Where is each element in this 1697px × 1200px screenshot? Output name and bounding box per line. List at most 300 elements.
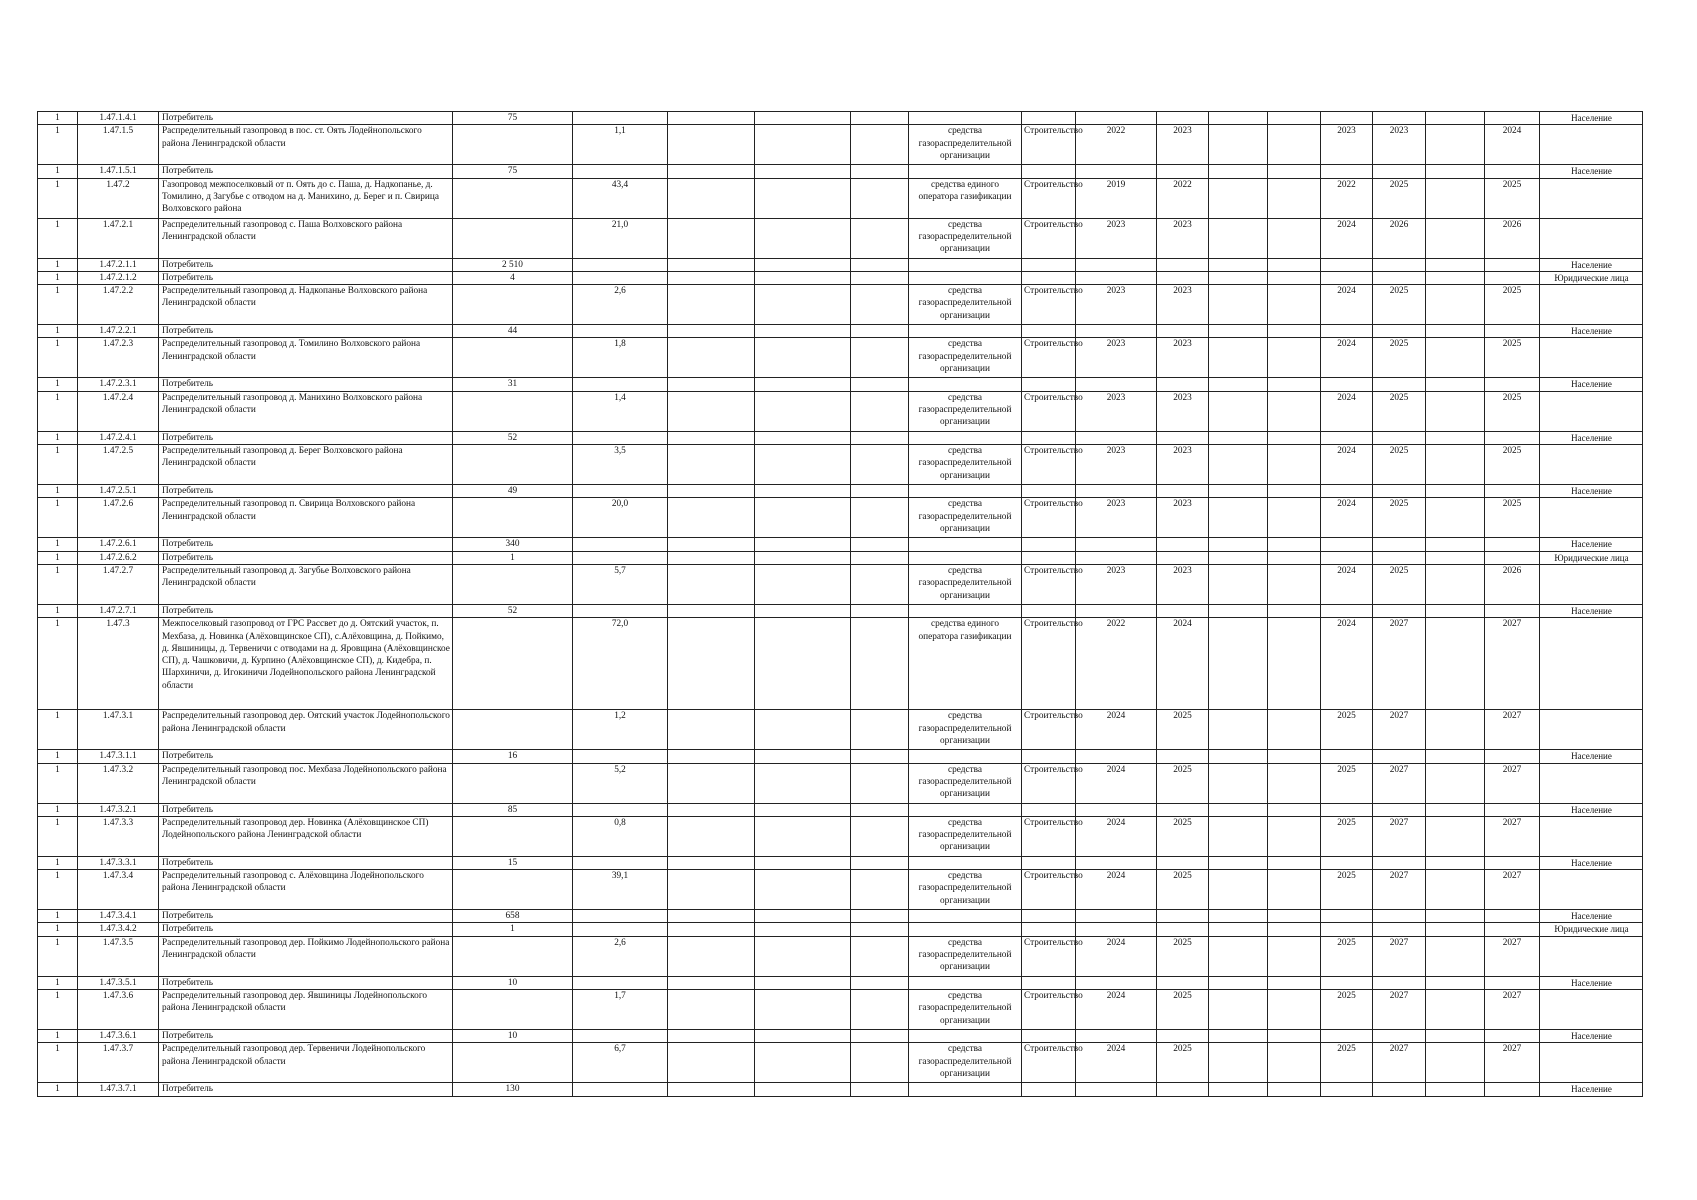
empty-cell xyxy=(1268,856,1321,869)
section-number-cell: 1 xyxy=(38,803,78,816)
commissioning-year-cell: 2025 xyxy=(1485,498,1540,538)
empty-cell xyxy=(851,816,909,856)
commissioning-year-cell: 2026 xyxy=(1485,564,1540,604)
consumer-row xyxy=(38,803,1643,816)
item-code-cell: 1.47.2.4 xyxy=(78,391,159,431)
item-code-cell: 1.47.2.3.1 xyxy=(78,378,159,391)
item-code-cell: 1.47.2 xyxy=(78,178,159,218)
object-name-cell: Потребитель xyxy=(159,604,453,617)
design-end-year-cell xyxy=(1157,1030,1209,1043)
length-km-cell: 5,7 xyxy=(573,564,668,604)
construction-start-year-cell: 2024 xyxy=(1321,564,1373,604)
consumer-count-cell xyxy=(453,178,573,218)
work-type-cell: Строительство xyxy=(1022,391,1076,431)
consumer-count-cell: 4 xyxy=(453,271,573,284)
construction-start-year-cell xyxy=(1321,750,1373,763)
empty-cell xyxy=(668,763,755,803)
item-code-cell: 1.47.1.4.1 xyxy=(78,112,159,125)
funding-source-cell xyxy=(909,271,1022,284)
item-code-cell: 1.47.3.1.1 xyxy=(78,750,159,763)
funding-source-cell xyxy=(909,431,1022,444)
empty-cell xyxy=(1209,710,1268,750)
work-type-cell: Строительство xyxy=(1022,870,1076,910)
consumer-row xyxy=(38,325,1643,338)
empty-cell xyxy=(755,936,851,976)
length-km-cell xyxy=(573,910,668,923)
empty-cell xyxy=(1426,391,1485,431)
empty-cell xyxy=(755,564,851,604)
empty-cell xyxy=(1209,485,1268,498)
section-number-cell: 1 xyxy=(38,910,78,923)
consumer-count-cell xyxy=(453,1043,573,1083)
empty-cell xyxy=(755,165,851,178)
construction-end-year-cell: 2027 xyxy=(1373,870,1426,910)
item-code-cell: 1.47.3.6.1 xyxy=(78,1030,159,1043)
construction-start-year-cell xyxy=(1321,1083,1373,1096)
consumer-row xyxy=(38,923,1643,936)
consumer-count-cell: 49 xyxy=(453,485,573,498)
object-name-cell: Потребитель xyxy=(159,1083,453,1096)
empty-cell xyxy=(668,538,755,551)
construction-start-year-cell: 2025 xyxy=(1321,763,1373,803)
empty-cell xyxy=(1268,750,1321,763)
consumer-row xyxy=(38,1030,1643,1043)
design-start-year-cell xyxy=(1076,112,1157,125)
length-km-cell: 43,4 xyxy=(573,178,668,218)
design-start-year-cell xyxy=(1076,271,1157,284)
work-type-cell: Строительство xyxy=(1022,178,1076,218)
gas-pipeline-program-table xyxy=(37,111,1643,1097)
design-start-year-cell: 2024 xyxy=(1076,990,1157,1030)
empty-cell xyxy=(1209,870,1268,910)
construction-start-year-cell xyxy=(1321,538,1373,551)
section-number-cell: 1 xyxy=(38,990,78,1030)
work-type-cell xyxy=(1022,485,1076,498)
consumer-category-cell: Население xyxy=(1540,604,1643,617)
item-code-cell: 1.47.2.6.1 xyxy=(78,538,159,551)
construction-end-year-cell xyxy=(1373,325,1426,338)
length-km-cell xyxy=(573,976,668,989)
construction-end-year-cell xyxy=(1373,604,1426,617)
empty-cell xyxy=(668,218,755,258)
empty-cell xyxy=(1268,1043,1321,1083)
empty-cell xyxy=(1209,112,1268,125)
design-start-year-cell xyxy=(1076,750,1157,763)
commissioning-year-cell: 2027 xyxy=(1485,618,1540,710)
consumer-count-cell: 16 xyxy=(453,750,573,763)
empty-cell xyxy=(755,1043,851,1083)
object-row xyxy=(38,1043,1643,1083)
object-name-cell: Распределительный газопровод пос. Мехбаза Лодейнопольского района Ленинградской области xyxy=(159,763,453,803)
empty-cell xyxy=(851,178,909,218)
length-km-cell: 1,4 xyxy=(573,391,668,431)
construction-end-year-cell xyxy=(1373,112,1426,125)
object-name-cell: Потребитель xyxy=(159,856,453,869)
work-type-cell: Строительство xyxy=(1022,990,1076,1030)
empty-cell xyxy=(755,445,851,485)
design-end-year-cell: 2023 xyxy=(1157,498,1209,538)
empty-cell xyxy=(851,763,909,803)
consumer-category-cell: Население xyxy=(1540,910,1643,923)
empty-cell xyxy=(1209,976,1268,989)
funding-source-cell: средства газораспределительной организации xyxy=(909,285,1022,325)
empty-cell xyxy=(1268,271,1321,284)
length-km-cell: 2,6 xyxy=(573,936,668,976)
design-start-year-cell: 2024 xyxy=(1076,1043,1157,1083)
commissioning-year-cell xyxy=(1485,538,1540,551)
design-start-year-cell: 2024 xyxy=(1076,870,1157,910)
funding-source-cell xyxy=(909,976,1022,989)
consumer-category-cell: Юридические лица xyxy=(1540,271,1643,284)
consumer-category-cell xyxy=(1540,936,1643,976)
object-name-cell: Потребитель xyxy=(159,431,453,444)
design-end-year-cell: 2023 xyxy=(1157,391,1209,431)
commissioning-year-cell: 2026 xyxy=(1485,218,1540,258)
consumer-category-cell: Население xyxy=(1540,856,1643,869)
item-code-cell: 1.47.3.1 xyxy=(78,710,159,750)
consumer-count-cell xyxy=(453,391,573,431)
construction-start-year-cell: 2024 xyxy=(1321,618,1373,710)
construction-end-year-cell xyxy=(1373,485,1426,498)
section-number-cell: 1 xyxy=(38,816,78,856)
design-start-year-cell: 2023 xyxy=(1076,391,1157,431)
empty-cell xyxy=(1426,710,1485,750)
commissioning-year-cell xyxy=(1485,910,1540,923)
consumer-row xyxy=(38,271,1643,284)
design-end-year-cell xyxy=(1157,923,1209,936)
empty-cell xyxy=(1268,218,1321,258)
construction-start-year-cell xyxy=(1321,431,1373,444)
design-start-year-cell xyxy=(1076,431,1157,444)
funding-source-cell: средства газораспределительной организации xyxy=(909,125,1022,165)
consumer-category-cell xyxy=(1540,125,1643,165)
consumer-count-cell xyxy=(453,218,573,258)
empty-cell xyxy=(851,258,909,271)
empty-cell xyxy=(755,618,851,710)
object-name-cell: Распределительный газопровод в пос. ст. Оять Лодейнопольского района Ленинградской области xyxy=(159,125,453,165)
item-code-cell: 1.47.1.5.1 xyxy=(78,165,159,178)
empty-cell xyxy=(851,538,909,551)
empty-cell xyxy=(1209,165,1268,178)
empty-cell xyxy=(851,112,909,125)
funding-source-cell: средства газораспределительной организации xyxy=(909,936,1022,976)
empty-cell xyxy=(851,910,909,923)
design-start-year-cell: 2019 xyxy=(1076,178,1157,218)
empty-cell xyxy=(1209,1083,1268,1096)
object-name-cell: Потребитель xyxy=(159,485,453,498)
work-type-cell xyxy=(1022,910,1076,923)
consumer-category-cell: Население xyxy=(1540,378,1643,391)
item-code-cell: 1.47.3 xyxy=(78,618,159,710)
design-end-year-cell: 2025 xyxy=(1157,763,1209,803)
empty-cell xyxy=(755,870,851,910)
consumer-row xyxy=(38,165,1643,178)
empty-cell xyxy=(1268,990,1321,1030)
construction-end-year-cell: 2025 xyxy=(1373,498,1426,538)
consumer-count-cell: 658 xyxy=(453,910,573,923)
funding-source-cell xyxy=(909,604,1022,617)
empty-cell xyxy=(1209,338,1268,378)
consumer-category-cell: Население xyxy=(1540,803,1643,816)
object-name-cell: Потребитель xyxy=(159,976,453,989)
empty-cell xyxy=(851,485,909,498)
construction-end-year-cell: 2027 xyxy=(1373,710,1426,750)
empty-cell xyxy=(851,936,909,976)
consumer-count-cell: 1 xyxy=(453,551,573,564)
funding-source-cell: средства газораспределительной организации xyxy=(909,710,1022,750)
commissioning-year-cell: 2027 xyxy=(1485,870,1540,910)
object-row xyxy=(38,218,1643,258)
length-km-cell: 1,2 xyxy=(573,710,668,750)
empty-cell xyxy=(1426,325,1485,338)
consumer-count-cell xyxy=(453,816,573,856)
consumer-category-cell xyxy=(1540,990,1643,1030)
commissioning-year-cell xyxy=(1485,378,1540,391)
length-km-cell: 21,0 xyxy=(573,218,668,258)
empty-cell xyxy=(1426,1083,1485,1096)
item-code-cell: 1.47.3.2 xyxy=(78,763,159,803)
consumer-count-cell xyxy=(453,618,573,710)
empty-cell xyxy=(1209,1030,1268,1043)
design-start-year-cell xyxy=(1076,1030,1157,1043)
object-row xyxy=(38,445,1643,485)
design-end-year-cell: 2022 xyxy=(1157,178,1209,218)
funding-source-cell: средства газораспределительной организации xyxy=(909,391,1022,431)
section-number-cell: 1 xyxy=(38,391,78,431)
funding-source-cell xyxy=(909,551,1022,564)
object-row xyxy=(38,936,1643,976)
construction-start-year-cell: 2024 xyxy=(1321,391,1373,431)
empty-cell xyxy=(755,803,851,816)
construction-end-year-cell xyxy=(1373,856,1426,869)
construction-start-year-cell: 2025 xyxy=(1321,936,1373,976)
item-code-cell: 1.47.3.3.1 xyxy=(78,856,159,869)
object-name-cell: Потребитель xyxy=(159,258,453,271)
consumer-row xyxy=(38,485,1643,498)
empty-cell xyxy=(755,990,851,1030)
empty-cell xyxy=(755,538,851,551)
empty-cell xyxy=(755,816,851,856)
empty-cell xyxy=(1209,1043,1268,1083)
commissioning-year-cell xyxy=(1485,976,1540,989)
consumer-count-cell: 52 xyxy=(453,431,573,444)
design-start-year-cell xyxy=(1076,325,1157,338)
section-number-cell: 1 xyxy=(38,338,78,378)
construction-start-year-cell: 2024 xyxy=(1321,498,1373,538)
design-end-year-cell xyxy=(1157,112,1209,125)
length-km-cell xyxy=(573,378,668,391)
object-name-cell: Потребитель xyxy=(159,271,453,284)
design-end-year-cell: 2025 xyxy=(1157,870,1209,910)
design-start-year-cell: 2024 xyxy=(1076,763,1157,803)
empty-cell xyxy=(1426,285,1485,325)
section-number-cell: 1 xyxy=(38,271,78,284)
object-name-cell: Распределительный газопровод д. Манихино Волховского района Ленинградской области xyxy=(159,391,453,431)
funding-source-cell xyxy=(909,378,1022,391)
work-type-cell xyxy=(1022,923,1076,936)
empty-cell xyxy=(668,1043,755,1083)
length-km-cell xyxy=(573,856,668,869)
commissioning-year-cell xyxy=(1485,485,1540,498)
funding-source-cell: средства газораспределительной организации xyxy=(909,763,1022,803)
section-number-cell: 1 xyxy=(38,431,78,444)
consumer-category-cell: Население xyxy=(1540,165,1643,178)
empty-cell xyxy=(755,178,851,218)
consumer-row xyxy=(38,910,1643,923)
funding-source-cell xyxy=(909,1030,1022,1043)
funding-source-cell: средства газораспределительной организации xyxy=(909,338,1022,378)
empty-cell xyxy=(1268,165,1321,178)
empty-cell xyxy=(668,1083,755,1096)
empty-cell xyxy=(1426,218,1485,258)
funding-source-cell xyxy=(909,112,1022,125)
section-number-cell: 1 xyxy=(38,498,78,538)
design-end-year-cell: 2023 xyxy=(1157,564,1209,604)
commissioning-year-cell: 2024 xyxy=(1485,125,1540,165)
length-km-cell xyxy=(573,271,668,284)
funding-source-cell: средства газораспределительной организации xyxy=(909,445,1022,485)
empty-cell xyxy=(668,498,755,538)
construction-start-year-cell: 2024 xyxy=(1321,445,1373,485)
empty-cell xyxy=(1268,258,1321,271)
section-number-cell: 1 xyxy=(38,218,78,258)
design-end-year-cell xyxy=(1157,604,1209,617)
consumer-category-cell xyxy=(1540,710,1643,750)
section-number-cell: 1 xyxy=(38,178,78,218)
empty-cell xyxy=(851,391,909,431)
empty-cell xyxy=(668,856,755,869)
object-name-cell: Распределительный газопровод дер. Оятский участок Лодейнопольского района Ленинградской области xyxy=(159,710,453,750)
empty-cell xyxy=(668,391,755,431)
item-code-cell: 1.47.2.1.1 xyxy=(78,258,159,271)
work-type-cell: Строительство xyxy=(1022,125,1076,165)
consumer-category-cell: Население xyxy=(1540,485,1643,498)
empty-cell xyxy=(1268,445,1321,485)
object-name-cell: Потребитель xyxy=(159,923,453,936)
item-code-cell: 1.47.2.7 xyxy=(78,564,159,604)
construction-start-year-cell: 2025 xyxy=(1321,710,1373,750)
object-name-cell: Потребитель xyxy=(159,750,453,763)
empty-cell xyxy=(1209,431,1268,444)
construction-start-year-cell: 2024 xyxy=(1321,338,1373,378)
section-number-cell: 1 xyxy=(38,445,78,485)
empty-cell xyxy=(755,325,851,338)
commissioning-year-cell: 2025 xyxy=(1485,391,1540,431)
work-type-cell xyxy=(1022,976,1076,989)
consumer-row xyxy=(38,750,1643,763)
empty-cell xyxy=(1426,125,1485,165)
construction-start-year-cell: 2025 xyxy=(1321,1043,1373,1083)
commissioning-year-cell xyxy=(1485,803,1540,816)
design-start-year-cell xyxy=(1076,910,1157,923)
object-row xyxy=(38,990,1643,1030)
work-type-cell xyxy=(1022,604,1076,617)
commissioning-year-cell xyxy=(1485,856,1540,869)
design-start-year-cell xyxy=(1076,976,1157,989)
empty-cell xyxy=(755,112,851,125)
empty-cell xyxy=(668,338,755,378)
empty-cell xyxy=(668,976,755,989)
empty-cell xyxy=(1209,285,1268,325)
empty-cell xyxy=(851,551,909,564)
item-code-cell: 1.47.1.5 xyxy=(78,125,159,165)
design-end-year-cell xyxy=(1157,803,1209,816)
funding-source-cell xyxy=(909,538,1022,551)
design-start-year-cell: 2023 xyxy=(1076,338,1157,378)
section-number-cell: 1 xyxy=(38,538,78,551)
design-start-year-cell: 2023 xyxy=(1076,564,1157,604)
empty-cell xyxy=(1268,485,1321,498)
design-end-year-cell xyxy=(1157,258,1209,271)
empty-cell xyxy=(1426,431,1485,444)
commissioning-year-cell: 2025 xyxy=(1485,338,1540,378)
construction-start-year-cell xyxy=(1321,112,1373,125)
design-start-year-cell xyxy=(1076,604,1157,617)
empty-cell xyxy=(668,551,755,564)
consumer-count-cell: 10 xyxy=(453,1030,573,1043)
empty-cell xyxy=(851,1043,909,1083)
construction-start-year-cell xyxy=(1321,325,1373,338)
item-code-cell: 1.47.2.5.1 xyxy=(78,485,159,498)
empty-cell xyxy=(1426,498,1485,538)
consumer-category-cell: Население xyxy=(1540,538,1643,551)
empty-cell xyxy=(851,498,909,538)
empty-cell xyxy=(755,485,851,498)
object-name-cell: Потребитель xyxy=(159,803,453,816)
object-name-cell: Распределительный газопровод д. Томилино Волховского района Ленинградской области xyxy=(159,338,453,378)
empty-cell xyxy=(851,338,909,378)
empty-cell xyxy=(1426,538,1485,551)
construction-end-year-cell: 2027 xyxy=(1373,763,1426,803)
construction-end-year-cell xyxy=(1373,910,1426,923)
construction-end-year-cell: 2026 xyxy=(1373,218,1426,258)
construction-start-year-cell xyxy=(1321,923,1373,936)
design-end-year-cell xyxy=(1157,910,1209,923)
object-name-cell: Потребитель xyxy=(159,165,453,178)
construction-start-year-cell xyxy=(1321,856,1373,869)
design-end-year-cell xyxy=(1157,378,1209,391)
length-km-cell: 5,2 xyxy=(573,763,668,803)
empty-cell xyxy=(1209,325,1268,338)
construction-start-year-cell xyxy=(1321,910,1373,923)
empty-cell xyxy=(851,431,909,444)
work-type-cell xyxy=(1022,258,1076,271)
length-km-cell: 2,6 xyxy=(573,285,668,325)
item-code-cell: 1.47.2.1.2 xyxy=(78,271,159,284)
work-type-cell xyxy=(1022,271,1076,284)
section-number-cell: 1 xyxy=(38,285,78,325)
design-end-year-cell: 2025 xyxy=(1157,710,1209,750)
construction-start-year-cell: 2024 xyxy=(1321,285,1373,325)
consumer-count-cell: 85 xyxy=(453,803,573,816)
design-start-year-cell: 2022 xyxy=(1076,618,1157,710)
empty-cell xyxy=(1268,431,1321,444)
item-code-cell: 1.47.3.4.1 xyxy=(78,910,159,923)
section-number-cell: 1 xyxy=(38,856,78,869)
funding-source-cell: средства газораспределительной организации xyxy=(909,870,1022,910)
empty-cell xyxy=(668,445,755,485)
item-code-cell: 1.47.3.2.1 xyxy=(78,803,159,816)
empty-cell xyxy=(1426,870,1485,910)
empty-cell xyxy=(1209,763,1268,803)
commissioning-year-cell xyxy=(1485,923,1540,936)
work-type-cell xyxy=(1022,378,1076,391)
object-row xyxy=(38,178,1643,218)
empty-cell xyxy=(1209,816,1268,856)
construction-start-year-cell: 2022 xyxy=(1321,178,1373,218)
item-code-cell: 1.47.3.5 xyxy=(78,936,159,976)
section-number-cell: 1 xyxy=(38,378,78,391)
